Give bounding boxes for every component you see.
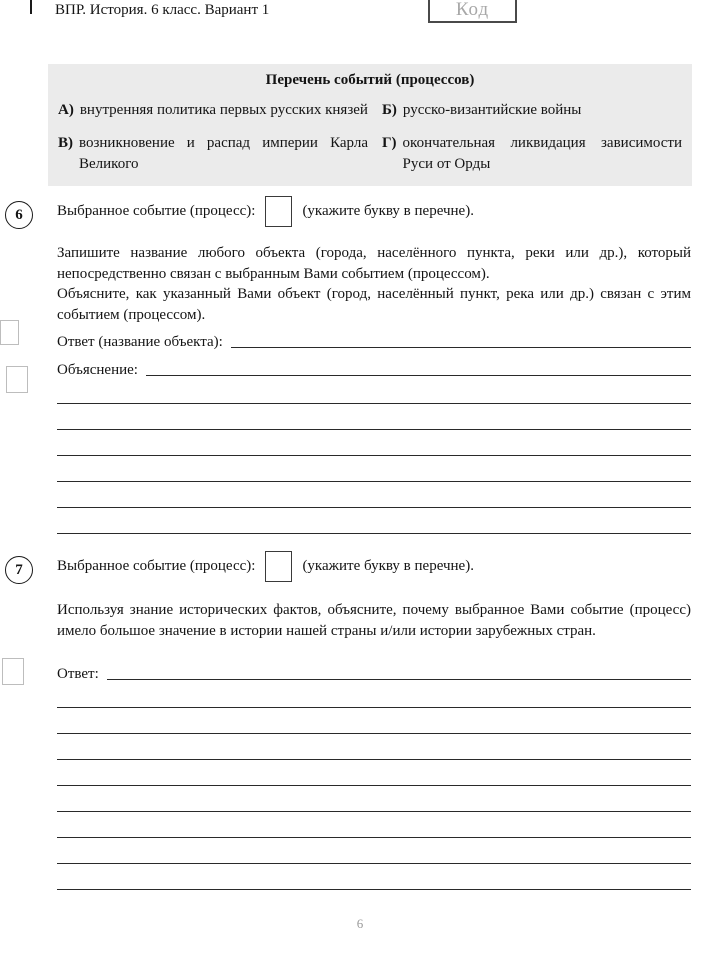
- document-header: ВПР. История. 6 класс. Вариант 1: [55, 2, 270, 18]
- q7-ruled-lines: [57, 682, 691, 890]
- answer-line[interactable]: [57, 508, 691, 534]
- score-box: [0, 320, 19, 345]
- question-6-number: 6: [5, 201, 33, 229]
- events-list-title: Перечень событий (процессов): [265, 72, 475, 88]
- event-text-a: внутренняя политика первых русских князей: [79, 102, 368, 118]
- answer-line[interactable]: [57, 378, 691, 404]
- q6-letter-answer-box[interactable]: [265, 196, 292, 227]
- answer-line[interactable]: [57, 864, 691, 890]
- event-item-b: [382, 100, 682, 120]
- event-text-g: окончательная ликвидация зависимости Руси от Орды: [402, 135, 682, 172]
- q7-answer-row: [57, 666, 691, 683]
- page-number: 6: [356, 916, 364, 931]
- q6-explanation-write-line[interactable]: [146, 362, 691, 376]
- event-item-a: [58, 100, 368, 120]
- q6-task-object-text: Запишите название любого объекта (города, населённого пункта, реки или др.), который непосредственно связан с выбранным Вами событием (процессом).: [57, 245, 691, 282]
- q6-answer-row: [57, 334, 691, 351]
- q6-answer-write-line[interactable]: [231, 334, 691, 348]
- answer-line[interactable]: [57, 760, 691, 786]
- events-grid: [58, 100, 682, 174]
- event-text-b: русско-византийские войны: [402, 102, 582, 118]
- q6-ruled-lines: [57, 378, 691, 534]
- q6-chosen-prefix: Выбранное событие (процесс):: [57, 203, 256, 219]
- q7-task-text: Используя знание исторических фактов, объясните, почему выбранное Вами событие (процесс) имело большое значение в истории нашей страны и/или истории зарубежных стран.: [57, 602, 691, 639]
- answer-line[interactable]: [57, 708, 691, 734]
- event-letter-g: Г): [382, 135, 397, 152]
- page-edge-mark: [30, 0, 32, 14]
- q6-task-explain-text: Объясните, как указанный Вами объект (город, населённый пункт, река или др.) связан с этим событием (процессом).: [57, 286, 691, 323]
- question-7-number: 7: [5, 556, 33, 584]
- q6-chosen-event-line: [57, 196, 474, 227]
- events-list-panel: [48, 64, 692, 186]
- event-text-v: возникновение и распад империи Карла Великого: [79, 135, 368, 172]
- q6-explanation-row: [57, 362, 691, 379]
- q7-letter-answer-box[interactable]: [265, 551, 292, 582]
- q7-answer-write-line[interactable]: [107, 666, 691, 680]
- event-letter-v: В): [58, 135, 73, 152]
- answer-line[interactable]: [57, 786, 691, 812]
- q6-explanation-label: Объяснение:: [57, 362, 138, 378]
- answer-line[interactable]: [57, 812, 691, 838]
- event-item-g: [382, 133, 682, 174]
- answer-line[interactable]: [57, 482, 691, 508]
- event-letter-a: А): [58, 102, 74, 118]
- score-box: [6, 366, 28, 393]
- q7-chosen-suffix: (укажите букву в перечне).: [302, 558, 474, 574]
- q7-answer-label: Ответ:: [57, 666, 99, 682]
- answer-line[interactable]: [57, 682, 691, 708]
- code-label: Код: [455, 0, 490, 20]
- q6-answer-label: Ответ (название объекта):: [57, 334, 223, 350]
- event-item-v: [58, 133, 368, 174]
- answer-line[interactable]: [57, 838, 691, 864]
- q7-chosen-prefix: Выбранное событие (процесс):: [57, 558, 256, 574]
- code-box: [428, 0, 517, 23]
- answer-line[interactable]: [57, 404, 691, 430]
- q7-chosen-event-line: [57, 551, 474, 582]
- q6-chosen-suffix: (укажите букву в перечне).: [302, 203, 474, 219]
- event-letter-b: Б): [382, 102, 397, 118]
- answer-line[interactable]: [57, 456, 691, 482]
- score-box: [2, 658, 24, 685]
- answer-line[interactable]: [57, 430, 691, 456]
- answer-line[interactable]: [57, 734, 691, 760]
